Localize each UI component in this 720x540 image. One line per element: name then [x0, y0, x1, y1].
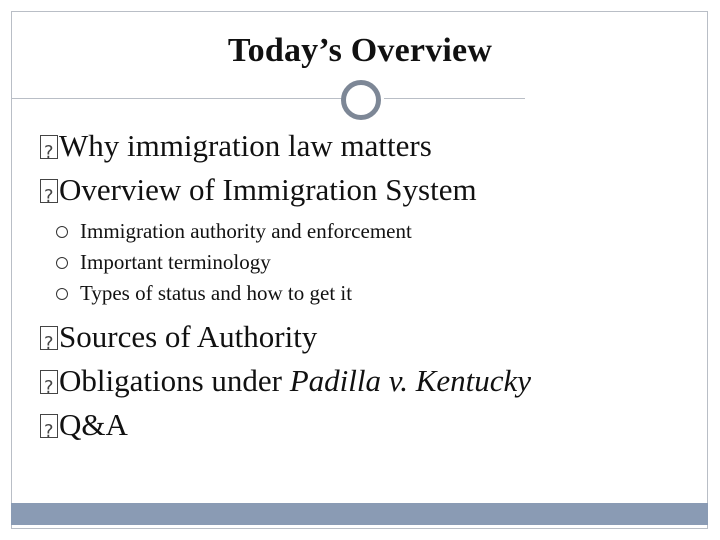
missing-glyph-icon [40, 370, 58, 394]
bullet-item [40, 403, 700, 447]
slide-title: Today’s Overview [227, 32, 493, 69]
sub-bullet-list [40, 216, 700, 309]
bullet-text: Why immigration law matters [59, 128, 432, 163]
sub-bullet-text: Types of status and how to get it [80, 281, 353, 305]
decorative-ring-icon [341, 80, 381, 120]
bullet-item [40, 168, 700, 212]
bullet-text: Obligations under [59, 363, 282, 398]
circle-bullet-icon [56, 288, 68, 300]
sub-bullet-item [40, 247, 700, 278]
missing-glyph-icon [40, 135, 58, 159]
missing-glyph-icon [40, 179, 58, 203]
footer-band [11, 503, 708, 525]
sub-bullet-text: Important terminology [80, 250, 271, 274]
sub-bullet-item [40, 216, 700, 247]
bullet-item [40, 359, 700, 403]
missing-glyph-icon [40, 414, 58, 438]
case-name: Padilla v. Kentucky [289, 363, 532, 398]
bullet-item [40, 124, 700, 168]
bullet-text: Overview of Immigration System [59, 172, 477, 207]
bullet-item [40, 315, 700, 359]
title-divider-right [384, 98, 525, 99]
title-divider-left [11, 98, 343, 99]
bullet-text: Q&A [59, 407, 128, 442]
sub-bullet-text: Immigration authority and enforcement [80, 219, 412, 243]
circle-bullet-icon [56, 257, 68, 269]
circle-bullet-icon [56, 226, 68, 238]
missing-glyph-icon [40, 326, 58, 350]
sub-bullet-item [40, 278, 700, 309]
bullet-list [40, 124, 700, 447]
bullet-text: Sources of Authority [59, 319, 318, 354]
